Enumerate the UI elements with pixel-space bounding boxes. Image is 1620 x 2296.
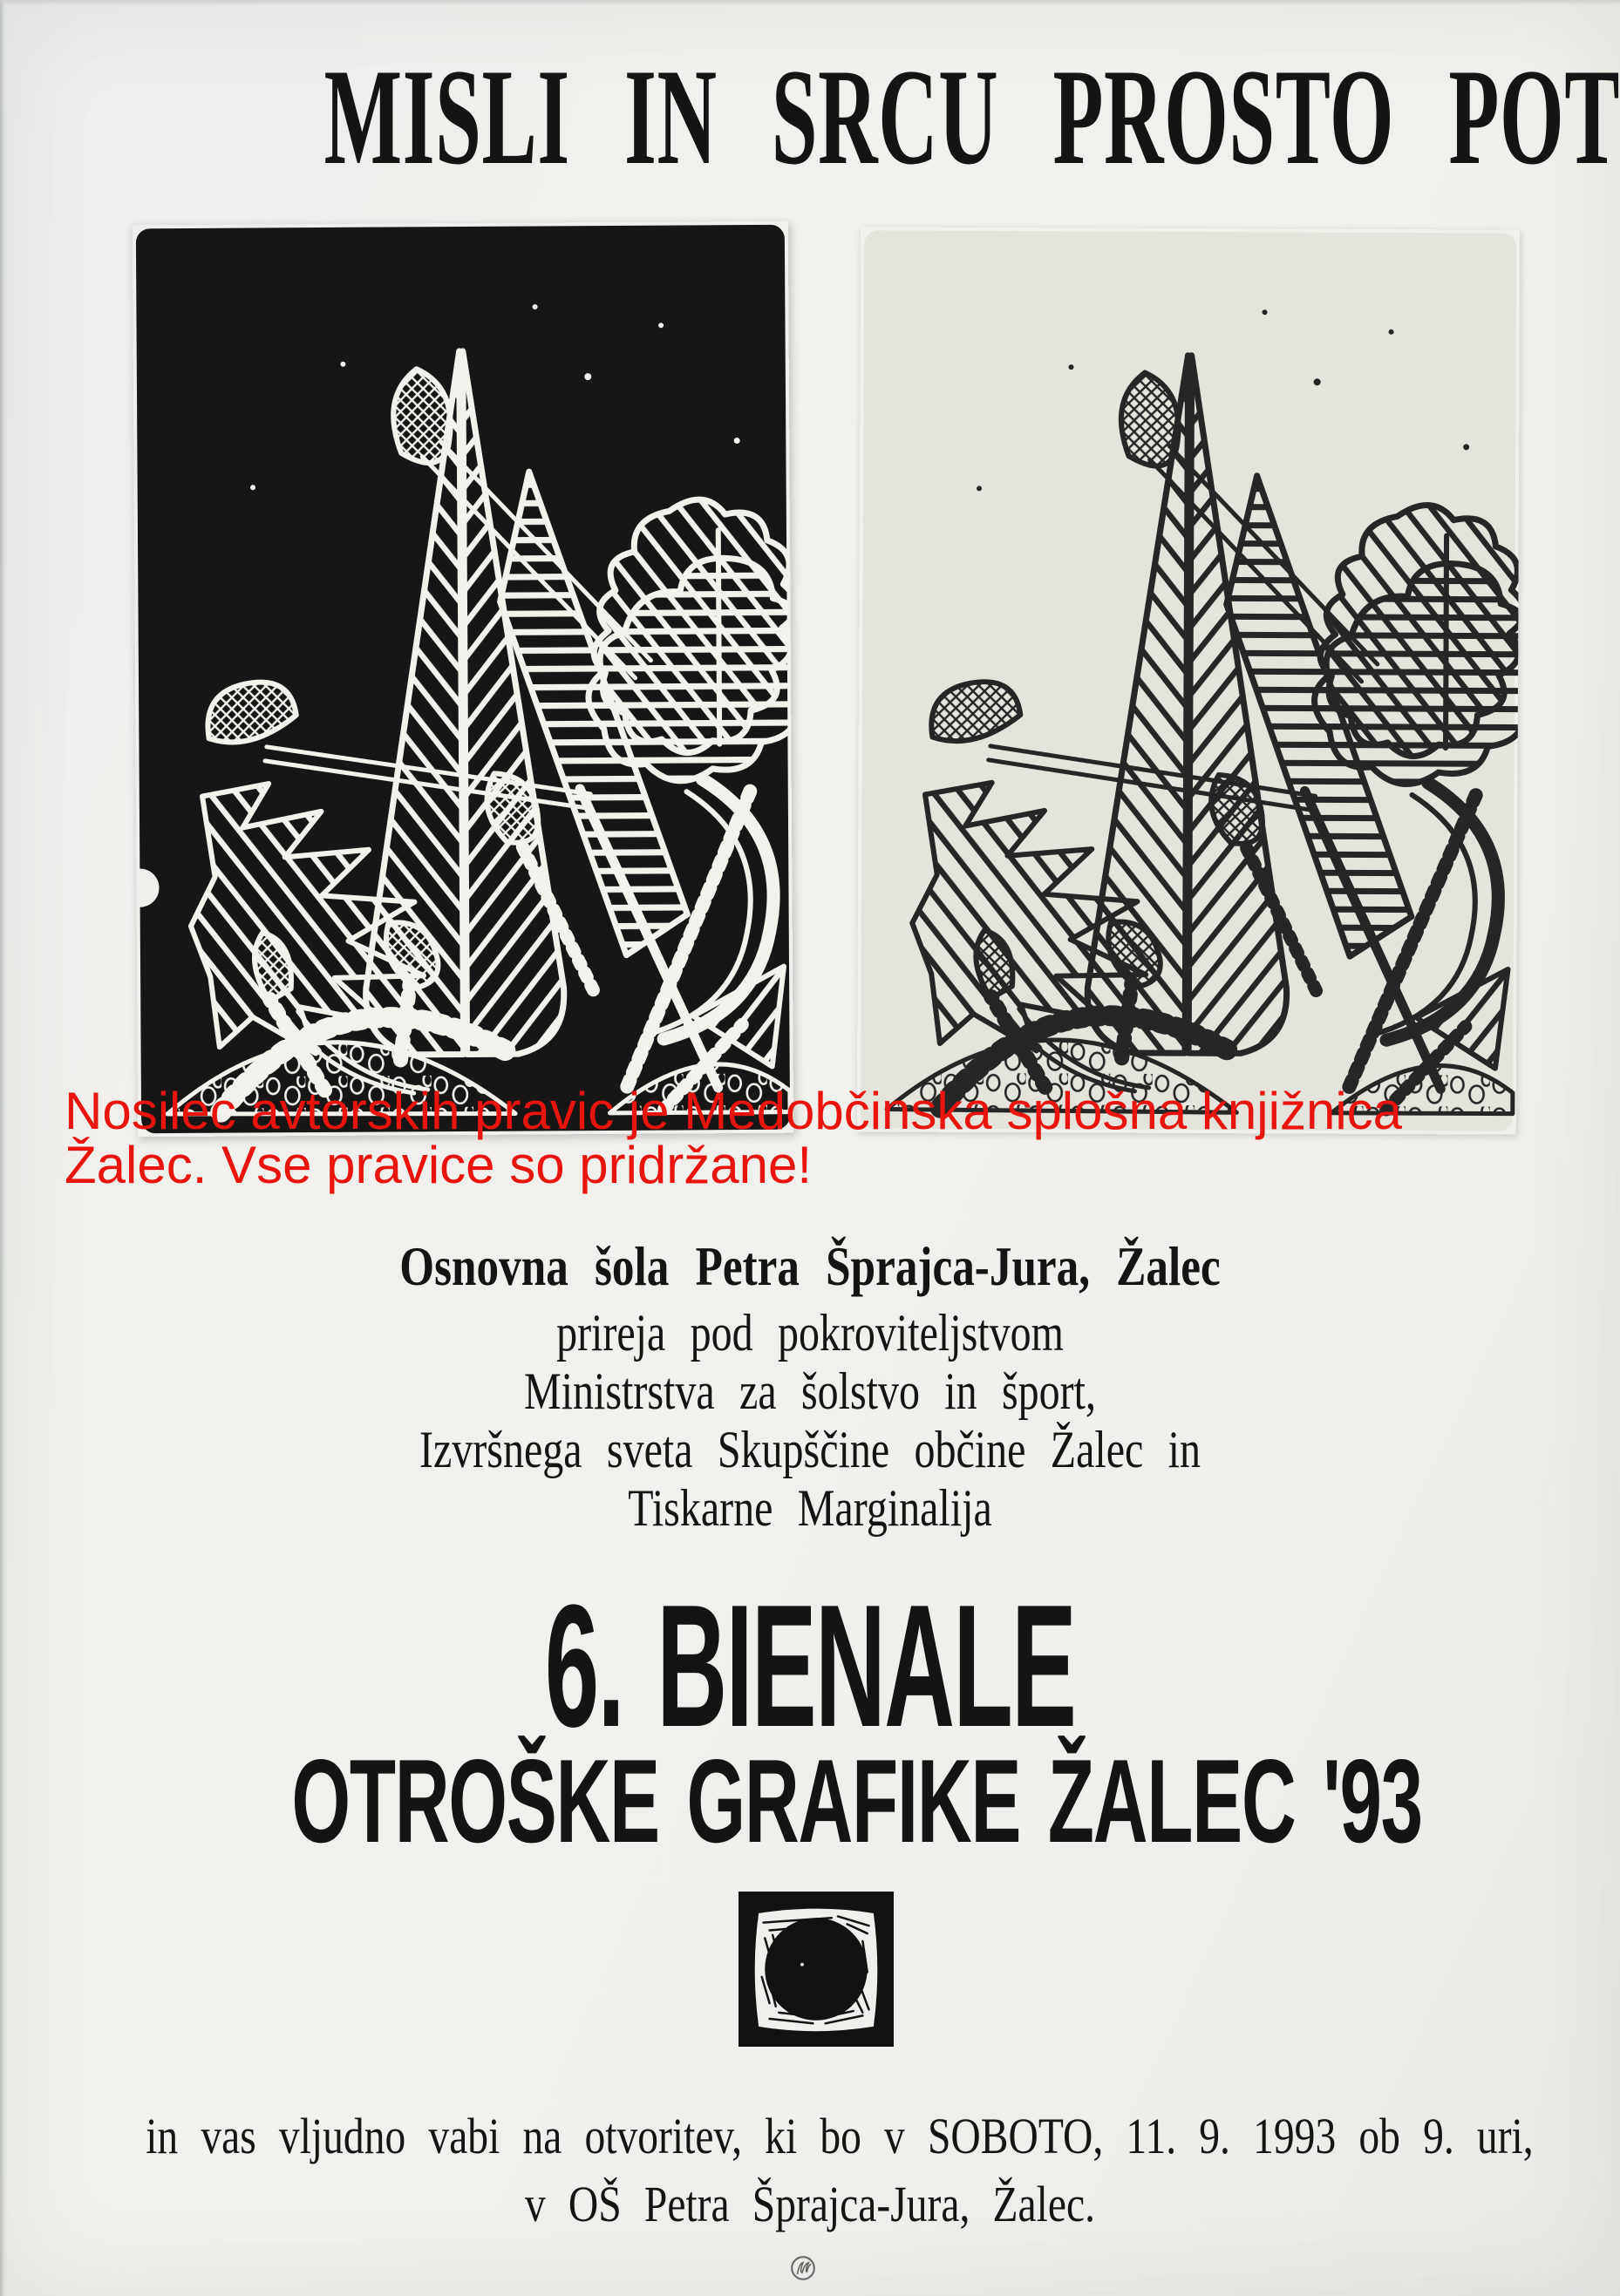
patronage-line-4: Tiskarne Marginalija: [628, 1479, 992, 1537]
watermark-line: Nosilec avtorskih pravic je Medobčinska splošna knjižnica: [65, 1082, 1403, 1140]
poster-title: MISLI IN SRCU PROSTO POT: [323, 41, 1620, 194]
patronage-line-2: Ministrstva za šolstvo in šport,: [524, 1362, 1096, 1420]
invitation-block: [146, 2102, 1534, 2238]
printers-mark-icon: [789, 2254, 817, 2282]
patronage-block: [162, 1304, 1458, 1538]
patronage-line-3: Izvršnega sveta Skupščine občine Žalec in: [419, 1421, 1201, 1478]
watermark-line: Žalec. Vse pravice so pridržane!: [65, 1136, 813, 1195]
scan-edge-shadow-top: [0, 0, 1620, 5]
invitation-line-2: v OŠ Petra Šprajca-Jura, Žalec.: [524, 2176, 1095, 2232]
invitation-line-1: in vas vljudno vabi na otvoritev, ki bo v SOBOTO, 11. 9. 1993 ob 9. uri,: [146, 2108, 1534, 2164]
right-print: [857, 227, 1521, 1134]
biennale-logo: [739, 1892, 894, 2047]
copyright-watermark: [65, 1084, 1599, 1193]
organizer-line: Osnovna šola Petra Šprajca-Jura, Žalec: [399, 1235, 1221, 1297]
left-print: [133, 221, 793, 1138]
patronage-line-1: prireja pod pokroviteljstvom: [556, 1304, 1064, 1362]
headline-primary: 6. BIENALE: [544, 1569, 1076, 1763]
scan-edge-shadow: [0, 0, 8, 2296]
headline-secondary: OTROŠKE GRAFIKE ŽALEC '93: [291, 1735, 1422, 1867]
